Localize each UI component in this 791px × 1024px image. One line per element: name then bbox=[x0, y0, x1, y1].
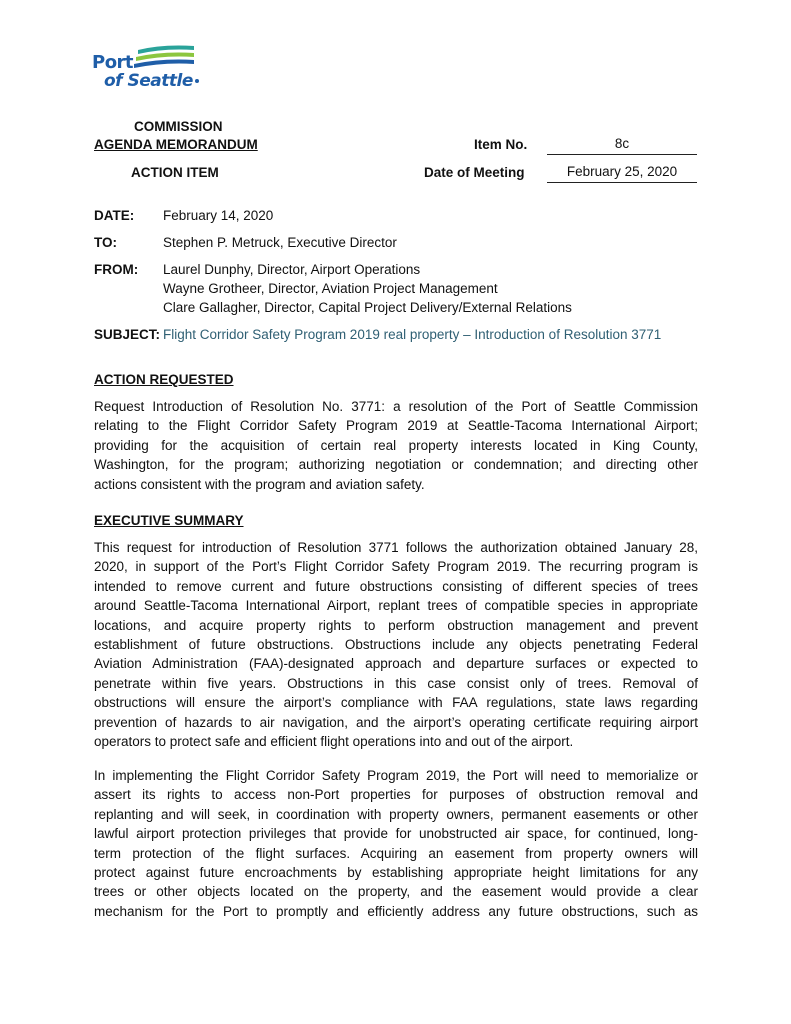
text-line: actions consistent with the program and aviation safety. bbox=[94, 476, 425, 492]
text-line: intended to remove current and future obstructions consisting of different species of trees bbox=[94, 578, 698, 594]
from-value-1: Laurel Dunphy, Director, Airport Operations bbox=[163, 262, 421, 277]
text-line: 2020, in support of the Port’s Flight Corridor Safety Program 2019. The recurring program is bbox=[94, 559, 698, 575]
executive-summary-heading: EXECUTIVE SUMMARY bbox=[94, 513, 244, 528]
text-line: Aviation Administration (FAA)-designated approach and departure surfaces or expected to bbox=[94, 656, 698, 672]
from-label: FROM: bbox=[94, 262, 139, 277]
text-line: protect against future encroachments by establishing appropriate height limitations for any bbox=[94, 864, 698, 880]
text-line: prevention of hazards to air navigation, and the airport’s operating certificate requiring airport bbox=[94, 714, 698, 730]
logo-wave-icon bbox=[132, 44, 194, 70]
from-value-2: Wayne Grotheer, Director, Aviation Project Management bbox=[163, 281, 498, 296]
port-of-seattle-logo bbox=[92, 44, 202, 94]
text-line: term protection of the flight surfaces. Acquiring an easement from property owners will bbox=[94, 845, 698, 861]
from-value-3: Clare Gallagher, Director, Capital Project Delivery/External Relations bbox=[163, 300, 572, 315]
date-of-meeting-label: Date of Meeting bbox=[424, 165, 525, 180]
text-line: trees or other objects located on the property, and the easement would provide a clear bbox=[94, 884, 698, 900]
executive-summary-paragraph-2 bbox=[94, 766, 698, 921]
logo-text-of-seattle: of Seattle bbox=[104, 71, 199, 91]
text-line: Request Introduction of Resolution No. 3771: a resolution of the Port of Seattle Commission bbox=[94, 399, 698, 414]
header-agenda-memorandum: AGENDA MEMORANDUM bbox=[94, 137, 258, 152]
action-requested-paragraph bbox=[94, 397, 698, 494]
text-line: obstructions will ensure the airport’s compliance with FAA regulations, state laws regarding bbox=[94, 695, 698, 711]
header-action-item: ACTION ITEM bbox=[131, 165, 219, 180]
subject-value: Flight Corridor Safety Program 2019 real property – Introduction of Resolution 3771 bbox=[163, 327, 662, 342]
logo-text-port: Port bbox=[92, 52, 134, 73]
text-line: assert its rights to access non-Port properties for purposes of obstruction removal and bbox=[94, 787, 698, 803]
text-line: around Seattle-Tacoma International Airport, replant trees of compatible species in appropriate bbox=[94, 598, 698, 614]
text-line: In implementing the Flight Corridor Safety Program 2019, the Port will need to memorialize or bbox=[94, 768, 698, 783]
text-line: replanting and will seek, in coordination with property owners, permanent easements or other bbox=[94, 806, 698, 822]
subject-label: SUBJECT: bbox=[94, 327, 161, 342]
item-no-label: Item No. bbox=[474, 137, 528, 152]
text-line: locations, and acquire property rights to perform obstruction management and prevent bbox=[94, 617, 698, 633]
text-line: providing for the acquisition of certain real property interests located in King County, bbox=[94, 437, 698, 453]
date-of-meeting-value: February 25, 2020 bbox=[547, 163, 697, 183]
text-line: Washington, for the program; authorizing negotiation or condemnation; and directing other bbox=[94, 457, 698, 473]
item-no-value: 8c bbox=[547, 135, 697, 155]
text-line: relating to the Flight Corridor Safety Program 2019 at Seattle-Tacoma International Airport; bbox=[94, 418, 698, 434]
text-line: operators to protect safe and efficient flight operations into and out of the airport. bbox=[94, 733, 574, 749]
text-line: establishment of future obstructions. Obstructions include any objects penetrating Federal bbox=[94, 636, 698, 652]
action-requested-heading: ACTION REQUESTED bbox=[94, 372, 234, 387]
to-value: Stephen P. Metruck, Executive Director bbox=[163, 235, 397, 250]
text-line: lawful airport protection privileges that provide for unobstructed air space, for continued, long- bbox=[94, 826, 698, 842]
date-label: DATE: bbox=[94, 208, 135, 223]
header-commission: COMMISSION bbox=[134, 119, 223, 134]
to-label: TO: bbox=[94, 235, 117, 250]
executive-summary-paragraph-1 bbox=[94, 538, 698, 751]
date-value: February 14, 2020 bbox=[163, 208, 274, 223]
text-line: mechanism for the Port to promptly and efficiently address any future obstructions, such as bbox=[94, 903, 698, 919]
text-line: This request for introduction of Resolution 3771 follows the authorization obtained January 28, bbox=[94, 540, 698, 555]
text-line: penetrate within five years. Obstructions in this case consist only of trees. Removal of bbox=[94, 675, 698, 691]
